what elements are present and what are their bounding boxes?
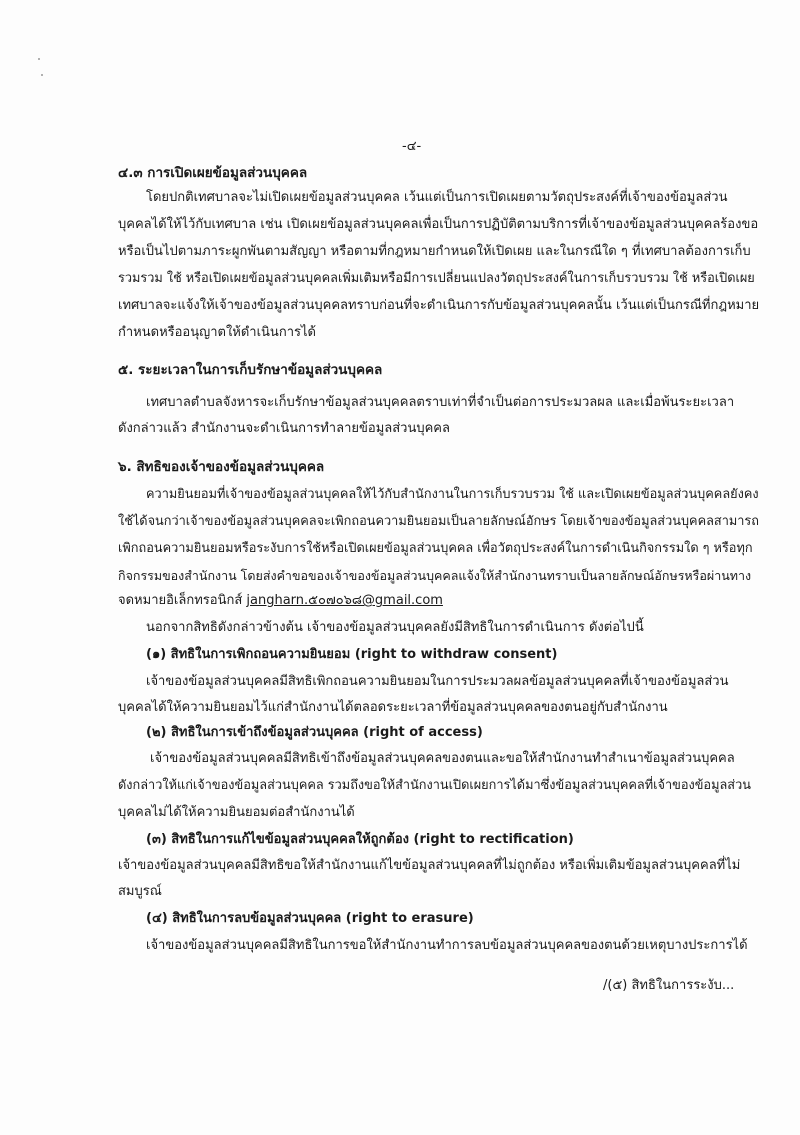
paragraph-line: เทศบาลตำบลจังหารจะเก็บรักษาข้อมูลส่วนบุคคลตราบเท่าที่จำเป็นต่อการประมวลผล และเมื่อพ้นระยะเวลา <box>146 395 735 410</box>
paragraph-line: หรือเป็นไปตามภาระผูกพันตามสัญญา หรือตามที่กฎหมายกำหนดให้เปิดเผย และในกรณีใด ๆ ที่เทศบาลต้องการเก็บ <box>118 244 751 259</box>
paragraph-line: ดังกล่าวแล้ว สำนักงานจะดำเนินการทำลายข้อมูลส่วนบุคคล <box>118 421 450 436</box>
paragraph-line: บุคคลได้ให้ความยินยอมไว้แก่สำนักงานได้ตลอดระยะเวลาที่ข้อมูลส่วนบุคคลของตนอยู่กับสำนักงาน <box>118 700 668 715</box>
paragraph-line: ดังกล่าวให้แก่เจ้าของข้อมูลส่วนบุคคล รวมถึงขอให้สำนักงานเปิดเผยการได้มาซึ่งข้อมูลส่วนบุคคลที่เจ้าของข้อมูลส่วน <box>118 778 751 793</box>
paragraph-line: กิจกรรมของสำนักงาน โดยส่งคำขอของเจ้าของข้อมูลส่วนบุคคลแจ้งให้สำนักงานทราบเป็นลายลักษณ์อักษรหรือผ่านทาง <box>118 568 752 583</box>
paragraph-line: เจ้าของข้อมูลส่วนบุคคลมีสิทธิขอให้สำนักงานแก้ไขข้อมูลส่วนบุคคลที่ไม่ถูกต้อง หรือเพิ่มเติมข้อมูลส่วนบุคคลที่ไม่ <box>118 858 741 873</box>
paragraph-line: นอกจากสิทธิดังกล่าวข้างต้น เจ้าของข้อมูลส่วนบุคคลยังมีสิทธิในการดำเนินการ ดังต่อไปนี้ <box>146 620 644 635</box>
right-heading: (๓) สิทธิในการแก้ไขข้อมูลส่วนบุคคลให้ถูกต้อง (right to rectification) <box>146 832 574 847</box>
scan-speck <box>38 58 40 60</box>
paragraph-line: กำหนดหรืออนุญาตให้ดำเนินการได้ <box>118 325 316 340</box>
right-heading: (๔) สิทธิในการลบข้อมูลส่วนบุคคล (right to erasure) <box>146 911 474 926</box>
scan-speck <box>41 74 43 76</box>
paragraph-line: เพิกถอนความยินยอมหรือระงับการใช้หรือเปิดเผยข้อมูลส่วนบุคคล เพื่อวัตถุประสงค์ในการดำเนินกิจกรรมใด ๆ หรือทุก <box>118 541 753 556</box>
paragraph-line: เจ้าของข้อมูลส่วนบุคคลมีสิทธิเข้าถึงข้อมูลส่วนบุคคลของตนและขอให้สำนักงานทำสำเนาข้อมูลส่วนบุคคล <box>150 751 735 766</box>
email-prefix: จดหมายอิเล็กทรอนิกส์ <box>118 593 243 608</box>
email-line <box>118 592 443 610</box>
paragraph-line: ใช้ได้จนกว่าเจ้าของข้อมูลส่วนบุคคลจะเพิกถอนความยินยอมเป็นลายลักษณ์อักษร โดยเจ้าของข้อมูลส่วนบุคคลสามารถ <box>118 514 759 529</box>
right-heading: (๒) สิทธิในการเข้าถึงข้อมูลส่วนบุคคล (right of access) <box>146 725 483 740</box>
paragraph-line: บุคคลได้ให้ไว้กับเทศบาล เช่น เปิดเผยข้อมูลส่วนบุคคลเพื่อเป็นการปฏิบัติตามบริการที่เจ้าของข้อมูลส่วนบุคคลร้องขอ <box>118 217 759 232</box>
paragraph-line: รวมรวม ใช้ หรือเปิดเผยข้อมูลส่วนบุคคลเพิ่มเติมหรือมีการเปลี่ยนแปลงวัตถุประสงค์ในการเก็บรวบรวม ใช้ หรือเปิดเผย <box>118 271 755 286</box>
paragraph-line: โดยปกติเทศบาลจะไม่เปิดเผยข้อมูลส่วนบุคคล เว้นแต่เป็นการเปิดเผยตามวัตถุประสงค์ที่เจ้าของข้อมูลส่วน <box>146 190 728 205</box>
email-link[interactable]: jangharn.๕๐๗๐๖๘@gmail.com <box>246 593 443 608</box>
paragraph-line: สมบูรณ์ <box>118 884 162 899</box>
continuation-note: /(๕) สิทธิในการระงับ... <box>603 978 735 993</box>
paragraph-line: ความยินยอมที่เจ้าของข้อมูลส่วนบุคคลให้ไว้กับสำนักงานในการเก็บรวบรวม ใช้ และเปิดเผยข้อมูลส่วนบุคคลยังคง <box>146 487 759 502</box>
section-heading: ๔.๓ การเปิดเผยข้อมูลส่วนบุคคล <box>118 165 308 181</box>
paragraph-line: บุคคลไม่ได้ให้ความยินยอมต่อสำนักงานได้ <box>118 805 355 820</box>
right-heading: (๑) สิทธิในการเพิกถอนความยินยอม (right to withdraw consent) <box>146 647 558 662</box>
page-number: -๔- <box>402 139 422 154</box>
paragraph-line: เทศบาลจะแจ้งให้เจ้าของข้อมูลส่วนบุคคลทราบก่อนที่จะดำเนินการกับข้อมูลส่วนบุคคลนั้น เว้นแต่เป็นกรณีที่กฎหมาย <box>118 298 760 313</box>
paragraph-line: เจ้าของข้อมูลส่วนบุคคลมีสิทธิเพิกถอนความยินยอมในการประมวลผลข้อมูลส่วนบุคคลที่เจ้าของข้อมูลส่วน <box>146 674 729 689</box>
section-heading: ๕. ระยะเวลาในการเก็บรักษาข้อมูลส่วนบุคคล <box>118 362 383 378</box>
section-heading: ๖. สิทธิของเจ้าของข้อมูลส่วนบุคคล <box>118 459 325 475</box>
paragraph-line: เจ้าของข้อมูลส่วนบุคคลมีสิทธิในการขอให้สำนักงานทำการลบข้อมูลส่วนบุคคลของตนด้วยเหตุบางประการได้ <box>146 938 748 953</box>
